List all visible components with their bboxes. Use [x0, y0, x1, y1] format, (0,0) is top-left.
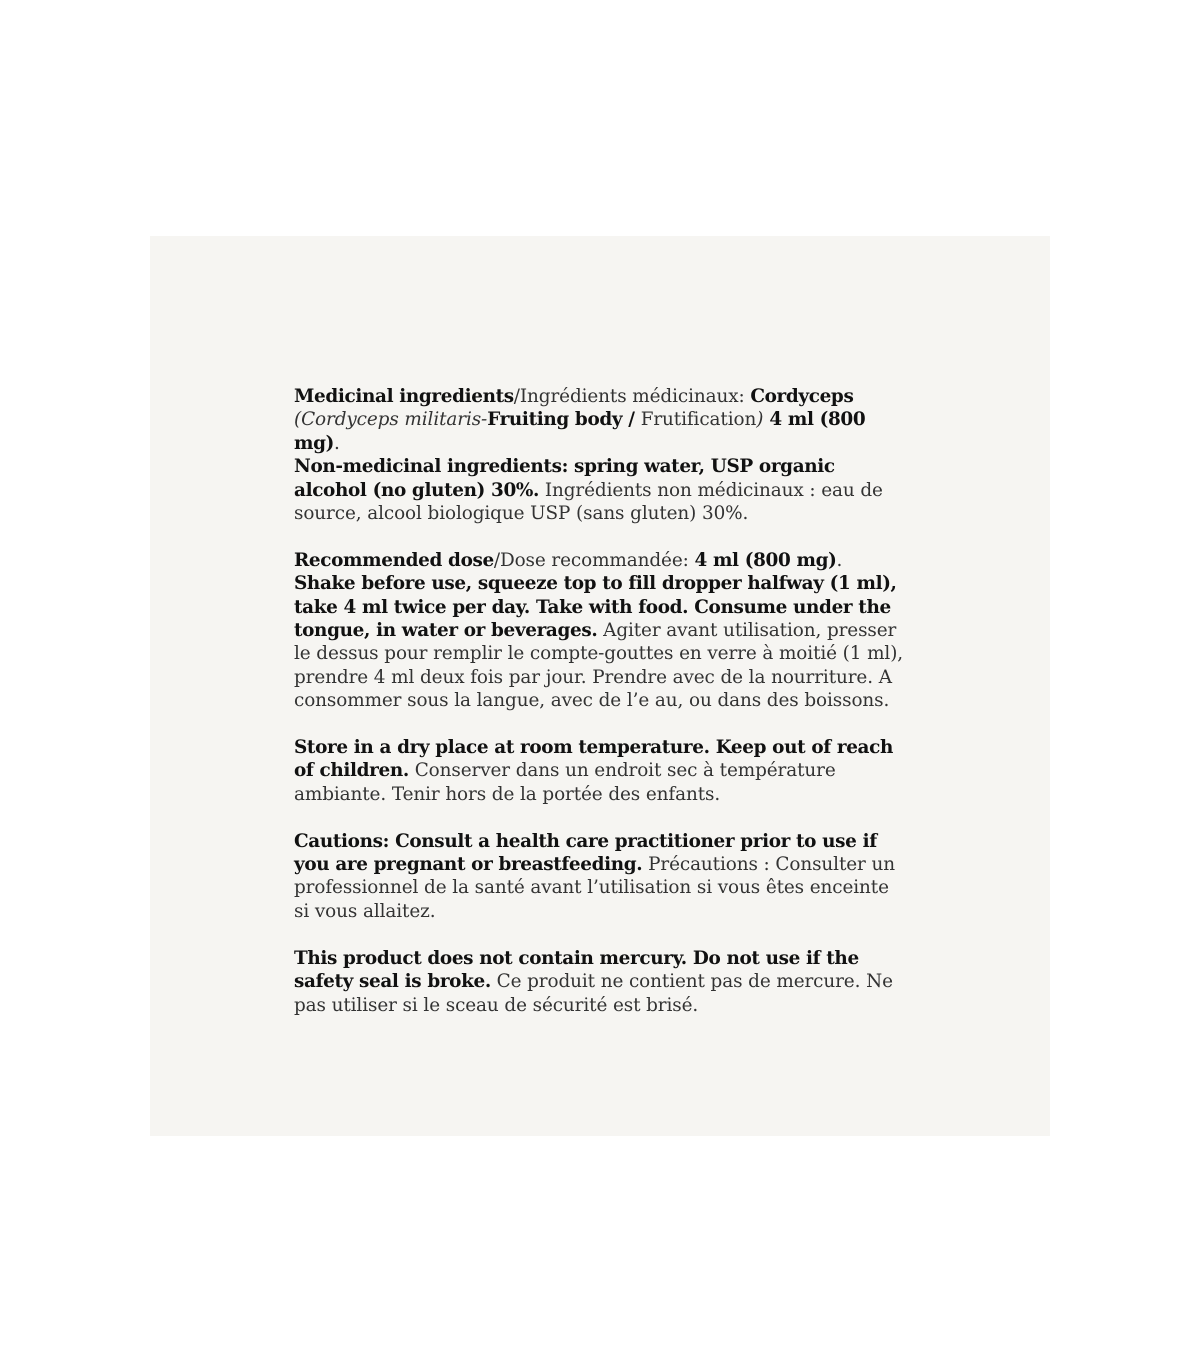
mercury-text: This product does not contain mercury. Do not use if the safety seal is broke.	[294, 947, 859, 993]
ingredients-paragraph	[294, 385, 909, 525]
cautions-paragraph	[294, 830, 909, 924]
non-medicinal-ingredients: Non-medicinal ingredients: spring water, USP organic alcohol (no gluten) 30%.	[294, 456, 835, 501]
medicinal-ingredients-french: /Ingrédients médicinaux:	[513, 386, 751, 407]
dose-paragraph	[294, 549, 909, 713]
label-text	[294, 385, 909, 1040]
cautions-text: Cautions: Consult a health care practitioner prior to use if you are pregnant or breastfeeding.	[294, 830, 877, 876]
label-panel	[150, 236, 1050, 1136]
non-medicinal-ingredients-french: Ingrédients non médicinaux : eau de source, alcool biologique USP (sans gluten) 30%.	[294, 479, 883, 525]
dose-separator: .	[836, 549, 843, 571]
recommended-dose-heading: Recommended dose	[294, 549, 494, 571]
storage-text: Store in a dry place at room temperature. Keep out of reach of children.	[294, 737, 893, 782]
dose-amount: 4 ml (800 mg)	[694, 549, 837, 571]
ingredient-part-french: Frutification	[640, 409, 757, 431]
ingredient-amount: 4 ml (800 mg)	[294, 409, 866, 454]
medicinal-ingredients-heading: Medicinal ingredients	[294, 386, 514, 407]
cautions-text-french: Précautions : Consulter un professionnel de la santé avant l’utilisation si vous êtes enceinte si vous allaitez.	[294, 854, 895, 922]
dose-directions-french: Agiter avant utilisation, presser le dessus pour remplir le compte-gouttes en verre à moitié (1 ml), prendre 4 ml deux fois par jour. Prendre avec de la nourriture. A consommer sous la langue, avec de l’e au, ou dans des boissons.	[294, 620, 904, 712]
ingredient-period: .	[333, 432, 340, 454]
ingredient-paren-close: )	[756, 409, 764, 431]
ingredient-name: Cordyceps	[750, 386, 854, 407]
ingredient-latin-name: (Cordyceps militaris-	[294, 409, 488, 431]
storage-paragraph	[294, 736, 909, 806]
mercury-paragraph	[294, 947, 909, 1017]
storage-text-french: Conserver dans un endroit sec à température ambiante. Tenir hors de la portée des enfants.	[294, 760, 836, 805]
recommended-dose-french: /Dose recommandée:	[493, 549, 695, 571]
mercury-text-french: Ce produit ne contient pas de mercure. Ne pas utiliser si le sceau de sécurité est brisé.	[294, 971, 893, 1016]
ingredient-part: Fruiting body /	[487, 409, 641, 431]
dose-directions: Shake before use, squeeze top to fill dropper halfway (1 ml), take 4 ml twice per day. Take with food. Consume under the tongue, in water or beverages.	[294, 573, 897, 642]
